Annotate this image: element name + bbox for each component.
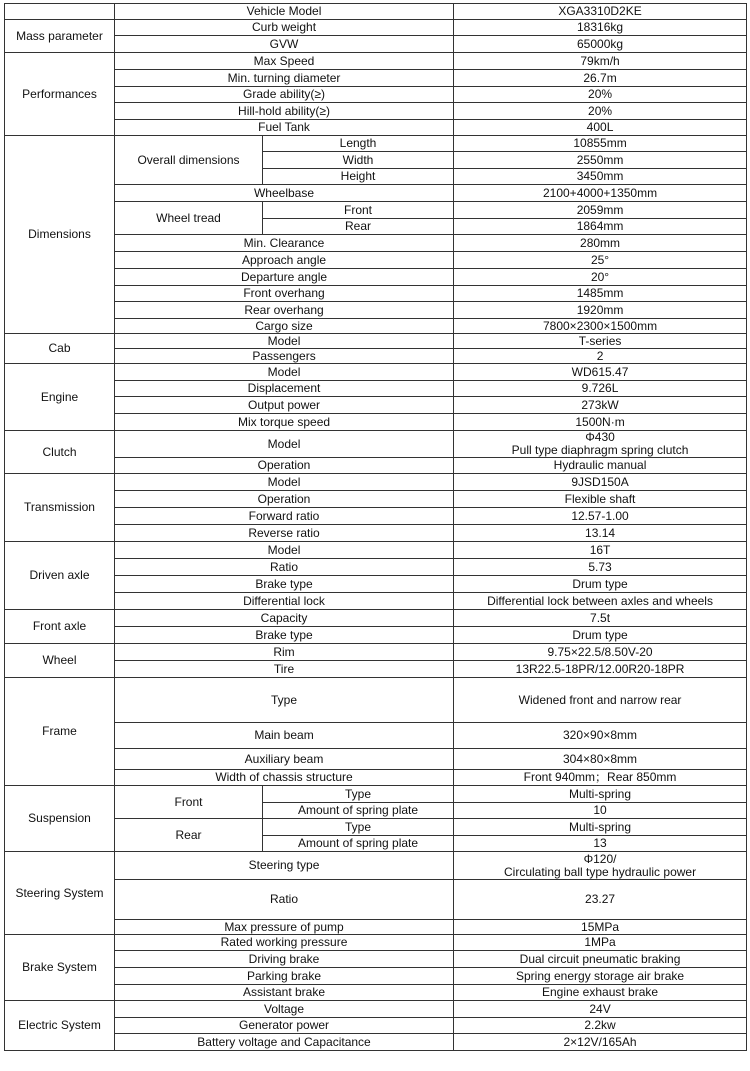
table-row — [5, 968, 747, 985]
value-cell: Dual circuit pneumatic braking — [454, 951, 747, 968]
table-row — [5, 920, 747, 935]
category-cell: Engine — [5, 364, 115, 431]
value-cell: 1485mm — [454, 286, 747, 302]
table-row — [5, 1001, 747, 1018]
value-cell: 1500N·m — [454, 414, 747, 431]
value-cell: 26.7m — [454, 70, 747, 87]
value-cell: 20° — [454, 269, 747, 286]
category-cell: Wheel — [5, 644, 115, 678]
table-row — [5, 364, 747, 381]
parameter-cell: Type — [263, 786, 454, 803]
parameter-cell: Driving brake — [115, 951, 454, 968]
parameter-cell: Mix torque speed — [115, 414, 454, 431]
parameter-cell: Auxiliary beam — [115, 749, 454, 770]
parameter-cell: GVW — [115, 36, 454, 53]
value-cell: Φ120/ Circulating ball type hydraulic power — [454, 852, 747, 880]
parameter-cell: Front — [263, 202, 454, 219]
value-cell: 320×90×8mm — [454, 723, 747, 749]
table-row — [5, 576, 747, 593]
table-row — [5, 610, 747, 627]
value-cell: 79km/h — [454, 53, 747, 70]
table-row — [5, 985, 747, 1001]
category-cell: Clutch — [5, 431, 115, 474]
value-cell: 2550mm — [454, 152, 747, 169]
parameter-cell: Cargo size — [115, 319, 454, 334]
table-row — [5, 474, 747, 491]
value-cell: 16T — [454, 542, 747, 559]
parameter-cell: Model — [115, 364, 454, 381]
parameter-cell: Battery voltage and Capacitance — [115, 1034, 454, 1051]
value-cell: Spring energy storage air brake — [454, 968, 747, 985]
parameter-cell: Height — [263, 169, 454, 185]
value-cell: Multi-spring — [454, 786, 747, 803]
category-cell: Performances — [5, 53, 115, 136]
table-row — [5, 770, 747, 786]
parameter-cell: Brake type — [115, 627, 454, 644]
table-row — [5, 559, 747, 576]
value-cell: T-series — [454, 334, 747, 349]
value-cell: 10 — [454, 803, 747, 819]
value-cell: 13R22.5-18PR/12.00R20-18PR — [454, 661, 747, 678]
value-cell: 7.5t — [454, 610, 747, 627]
category-cell: Steering System — [5, 852, 115, 935]
table-row — [5, 593, 747, 610]
value-cell: 2059mm — [454, 202, 747, 219]
value-cell: 9.75×22.5/8.50V-20 — [454, 644, 747, 661]
table-row — [5, 185, 747, 202]
value-cell: Hydraulic manual — [454, 458, 747, 474]
parameter-cell: Amount of spring plate — [263, 836, 454, 852]
category-cell: Mass parameter — [5, 20, 115, 53]
parameter-cell: Departure angle — [115, 269, 454, 286]
value-cell: 18316kg — [454, 20, 747, 36]
value-cell: 12.57-1.00 — [454, 508, 747, 525]
parameter-cell: Parking brake — [115, 968, 454, 985]
value-cell: 25° — [454, 252, 747, 269]
parameter-cell: Grade ability(≥) — [115, 87, 454, 103]
value-cell: Front 940mm；Rear 850mm — [454, 770, 747, 786]
table-row — [5, 431, 747, 458]
table-row — [5, 87, 747, 103]
table-row — [5, 252, 747, 269]
value-cell: 7800×2300×1500mm — [454, 319, 747, 334]
parameter-cell: Overall dimensions — [115, 136, 263, 185]
parameter-cell: Max Speed — [115, 53, 454, 70]
value-cell: 2.2kw — [454, 1018, 747, 1034]
parameter-cell: Reverse ratio — [115, 525, 454, 542]
parameter-cell: Approach angle — [115, 252, 454, 269]
parameter-cell: Rear — [115, 819, 263, 852]
parameter-cell: Width — [263, 152, 454, 169]
parameter-cell: Forward ratio — [115, 508, 454, 525]
value-cell: 9.726L — [454, 381, 747, 397]
parameter-cell: Displacement — [115, 381, 454, 397]
parameter-cell: Brake type — [115, 576, 454, 593]
value-cell: 24V — [454, 1001, 747, 1018]
table-row — [5, 880, 747, 920]
parameter-cell: Operation — [115, 491, 454, 508]
parameter-cell: Rim — [115, 644, 454, 661]
value-cell: XGA3310D2KE — [454, 4, 747, 20]
category-cell: Front axle — [5, 610, 115, 644]
parameter-cell: Rear — [263, 219, 454, 235]
value-cell: 1920mm — [454, 302, 747, 319]
table-row — [5, 491, 747, 508]
value-cell: 15MPa — [454, 920, 747, 935]
value-cell: 20% — [454, 87, 747, 103]
parameter-cell: Front overhang — [115, 286, 454, 302]
value-cell: 13.14 — [454, 525, 747, 542]
table-row — [5, 302, 747, 319]
parameter-cell: Min. turning diameter — [115, 70, 454, 87]
value-cell: 10855mm — [454, 136, 747, 152]
category-cell: Frame — [5, 678, 115, 786]
category-cell: Brake System — [5, 935, 115, 1001]
value-cell: Multi-spring — [454, 819, 747, 836]
table-row — [5, 136, 747, 152]
table-row — [5, 1018, 747, 1034]
category-cell: Electric System — [5, 1001, 115, 1051]
table-row — [5, 103, 747, 120]
parameter-cell: Amount of spring plate — [263, 803, 454, 819]
value-cell: 13 — [454, 836, 747, 852]
table-row — [5, 525, 747, 542]
parameter-cell: Main beam — [115, 723, 454, 749]
category-cell: Cab — [5, 334, 115, 364]
value-cell: 23.27 — [454, 880, 747, 920]
parameter-cell: Curb weight — [115, 20, 454, 36]
table-row — [5, 70, 747, 87]
table-row — [5, 349, 747, 364]
table-row — [5, 235, 747, 252]
parameter-cell: Voltage — [115, 1001, 454, 1018]
table-row — [5, 542, 747, 559]
value-cell: 9JSD150A — [454, 474, 747, 491]
parameter-cell: Steering type — [115, 852, 454, 880]
parameter-cell: Tire — [115, 661, 454, 678]
value-cell: 2100+4000+1350mm — [454, 185, 747, 202]
parameter-cell: Differential lock — [115, 593, 454, 610]
value-cell: 2 — [454, 349, 747, 364]
table-row — [5, 319, 747, 334]
parameter-cell: Model — [115, 334, 454, 349]
parameter-cell: Max pressure of pump — [115, 920, 454, 935]
value-cell: 273kW — [454, 397, 747, 414]
table-row — [5, 397, 747, 414]
table-row — [5, 723, 747, 749]
table-row — [5, 334, 747, 349]
table-row — [5, 935, 747, 951]
table-row — [5, 627, 747, 644]
parameter-cell: Vehicle Model — [115, 4, 454, 20]
table-row — [5, 53, 747, 70]
table-row — [5, 36, 747, 53]
value-cell: Engine exhaust brake — [454, 985, 747, 1001]
value-cell: 1864mm — [454, 219, 747, 235]
value-cell: Widened front and narrow rear — [454, 678, 747, 723]
value-cell: 20% — [454, 103, 747, 120]
spec-table — [4, 3, 747, 1051]
parameter-cell — [5, 4, 115, 20]
table-row — [5, 786, 747, 803]
table-row — [5, 951, 747, 968]
parameter-cell: Wheel tread — [115, 202, 263, 235]
table-row — [5, 1034, 747, 1051]
value-cell: 1MPa — [454, 935, 747, 951]
value-cell: 400L — [454, 120, 747, 136]
category-cell: Suspension — [5, 786, 115, 852]
table-row — [5, 120, 747, 136]
parameter-cell: Model — [115, 431, 454, 458]
value-cell: 5.73 — [454, 559, 747, 576]
parameter-cell: Ratio — [115, 880, 454, 920]
parameter-cell: Operation — [115, 458, 454, 474]
parameter-cell: Front — [115, 786, 263, 819]
table-row — [5, 508, 747, 525]
table-row — [5, 286, 747, 302]
table-row — [5, 381, 747, 397]
table-row — [5, 819, 747, 836]
parameter-cell: Capacity — [115, 610, 454, 627]
value-cell: 304×80×8mm — [454, 749, 747, 770]
value-cell: Drum type — [454, 576, 747, 593]
category-cell: Driven axle — [5, 542, 115, 610]
table-row — [5, 269, 747, 286]
value-cell: 65000kg — [454, 36, 747, 53]
parameter-cell: Type — [115, 678, 454, 723]
parameter-cell: Hill-hold ability(≥) — [115, 103, 454, 120]
parameter-cell: Assistant brake — [115, 985, 454, 1001]
table-row — [5, 202, 747, 219]
parameter-cell: Ratio — [115, 559, 454, 576]
table-row — [5, 678, 747, 723]
table-row — [5, 458, 747, 474]
parameter-cell: Rated working pressure — [115, 935, 454, 951]
table-row — [5, 852, 747, 880]
value-cell: 2×12V/165Ah — [454, 1034, 747, 1051]
value-cell: Flexible shaft — [454, 491, 747, 508]
table-row — [5, 661, 747, 678]
table-row — [5, 414, 747, 431]
category-cell: Transmission — [5, 474, 115, 542]
parameter-cell: Model — [115, 542, 454, 559]
parameter-cell: Rear overhang — [115, 302, 454, 319]
table-row — [5, 749, 747, 770]
parameter-cell: Min. Clearance — [115, 235, 454, 252]
value-cell: 280mm — [454, 235, 747, 252]
parameter-cell: Output power — [115, 397, 454, 414]
value-cell: WD615.47 — [454, 364, 747, 381]
parameter-cell: Passengers — [115, 349, 454, 364]
value-cell: Φ430 Pull type diaphragm spring clutch — [454, 431, 747, 458]
parameter-cell: Model — [115, 474, 454, 491]
parameter-cell: Fuel Tank — [115, 120, 454, 136]
parameter-cell: Length — [263, 136, 454, 152]
value-cell: 3450mm — [454, 169, 747, 185]
table-row — [5, 644, 747, 661]
parameter-cell: Wheelbase — [115, 185, 454, 202]
value-cell: Drum type — [454, 627, 747, 644]
table-row — [5, 4, 747, 20]
category-cell: Dimensions — [5, 136, 115, 334]
parameter-cell: Type — [263, 819, 454, 836]
spec-table-body — [5, 4, 747, 1051]
value-cell: Differential lock between axles and wheels — [454, 593, 747, 610]
parameter-cell: Width of chassis structure — [115, 770, 454, 786]
table-row — [5, 20, 747, 36]
parameter-cell: Generator power — [115, 1018, 454, 1034]
